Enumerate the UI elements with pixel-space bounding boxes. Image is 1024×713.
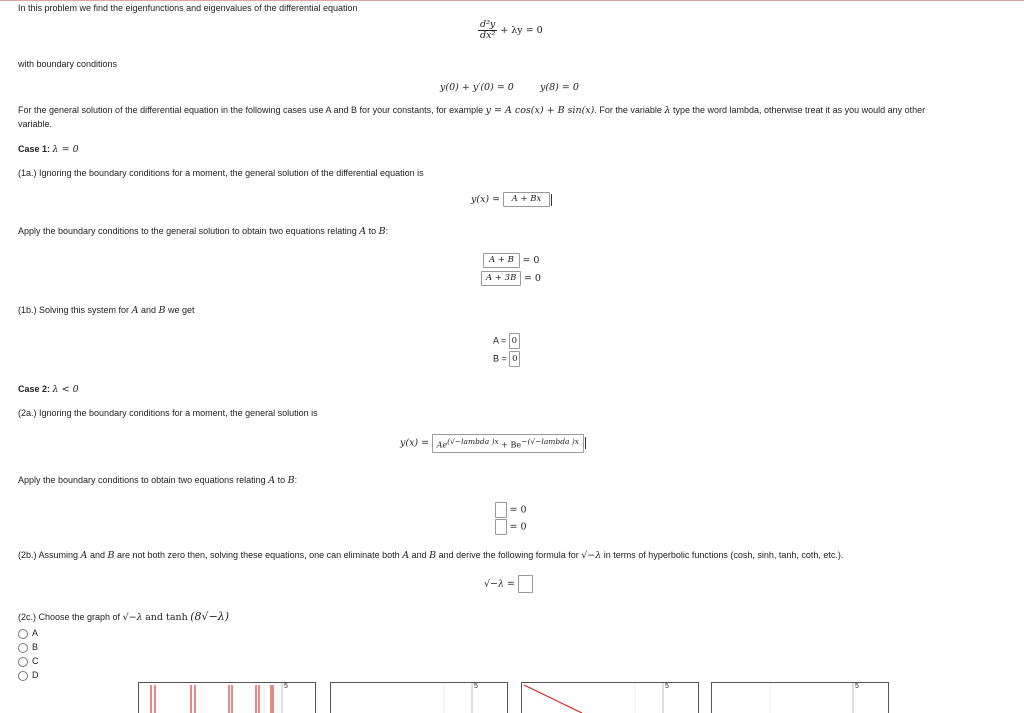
graph-b[interactable]	[330, 682, 508, 713]
q2b-A: A	[80, 550, 88, 561]
case1-eq2-rhs: = 0	[523, 272, 541, 284]
q1a-text: (1a.) Ignoring the boundary conditions for a moment, the general solution of the differential equation is	[18, 168, 424, 178]
graph-c-plot	[522, 683, 698, 713]
q1a-y-label: y(x) =	[471, 193, 501, 205]
case2-eq2-row	[495, 519, 527, 535]
B-label: B =	[493, 353, 507, 364]
graph-b-label: 5	[474, 683, 478, 690]
option-a-label: A	[32, 628, 39, 638]
q1b-a: (1b.) Solving this system for	[18, 305, 130, 315]
term2-exp: −(√−lambda )x	[521, 437, 580, 446]
B-row	[493, 351, 520, 367]
graph-d[interactable]	[711, 682, 889, 713]
apply1-colon: :	[385, 226, 389, 236]
case1-eq1-rhs: = 0	[522, 254, 540, 266]
option-d[interactable]	[18, 670, 39, 681]
q2c-sqrt: √−λ	[122, 612, 143, 623]
bc-label: with boundary conditions	[18, 59, 118, 69]
option-b-label: B	[32, 642, 39, 652]
q1b-and: and	[140, 305, 156, 315]
q2a-answer-input[interactable]	[432, 434, 584, 453]
graph-a-label: 5	[284, 683, 288, 690]
q2c-arg: (8√−λ)	[190, 610, 230, 623]
q2a-answer-row	[400, 434, 586, 453]
graph-b-plot	[331, 683, 507, 713]
instructions-c: type the word lambda, otherwise treat it as you would any other	[672, 105, 926, 115]
case1-eq2-row	[481, 271, 541, 286]
q2b-B: B	[107, 550, 115, 561]
graph-c[interactable]	[521, 682, 699, 713]
apply2-a: Apply the boundary conditions to obtain two equations relating	[18, 475, 266, 485]
option-c-label: C	[32, 656, 39, 666]
q1b-text	[18, 305, 195, 316]
graph-a-plot	[139, 683, 315, 713]
instructions-line1	[18, 105, 925, 116]
term1-exp: (√−lambda )x	[447, 437, 499, 446]
apply1-a: Apply the boundary conditions to the general solution to obtain two equations relating	[18, 226, 357, 236]
instructions-line2: variable.	[18, 119, 53, 129]
term-plus: + Be	[501, 440, 522, 450]
graph-c-label: 5	[665, 683, 669, 690]
apply1-A: A	[359, 226, 367, 237]
B-input[interactable]: 0	[509, 351, 520, 367]
instructions-a: For the general solution of the differential equation in the following cases use A and B for your constants, for example	[18, 105, 484, 115]
case1-label: Case 1:	[18, 144, 51, 154]
text-cursor	[551, 194, 552, 206]
case2-eq2-input[interactable]	[495, 519, 507, 535]
formula-input[interactable]	[518, 575, 533, 593]
graph-d-label: 5	[855, 683, 859, 690]
apply2-to: to	[277, 475, 286, 485]
instructions-b: . For the variable	[594, 105, 662, 115]
q2b-g: in terms of hyperbolic functions (cosh, sinh, tanh, coth, etc.).	[603, 550, 844, 560]
q1a-answer-input[interactable]: A + Bx	[503, 192, 551, 207]
ode-rest: + λy = 0	[500, 25, 543, 36]
formula-row	[484, 575, 533, 593]
case1-eq1-input[interactable]: A + B	[483, 253, 520, 268]
intro-text: In this problem we find the eigenfunctions and eigenvalues of the differential equation	[18, 3, 358, 13]
graph-a[interactable]	[138, 682, 316, 713]
text-cursor-2	[585, 437, 586, 449]
instructions-lambda: λ	[664, 105, 671, 116]
ode-denominator: dx²	[480, 30, 496, 41]
A-input[interactable]: 0	[509, 333, 520, 349]
ode-fraction	[478, 20, 497, 41]
apply2-A: A	[268, 475, 276, 486]
q1b-B: B	[158, 305, 166, 316]
apply1-text	[18, 226, 388, 237]
q2b-text	[18, 550, 843, 561]
q2b-f: and derive the following formula for	[438, 550, 579, 560]
radio-circle-icon[interactable]	[18, 657, 28, 667]
q2b-b: are not both zero then, solving these equations, one can eliminate both	[116, 550, 400, 560]
option-a[interactable]	[18, 628, 38, 639]
q2b-sqrt: √−λ	[581, 550, 602, 561]
case2-eq2-rhs: = 0	[509, 521, 527, 533]
q2c-a: (2c.) Choose the graph of	[18, 612, 121, 622]
q1a-answer-row	[471, 192, 552, 207]
q2b-and: and	[89, 550, 105, 560]
case2-heading	[18, 384, 79, 395]
graph-d-plot	[712, 683, 888, 713]
bc-left: y(0) + y′(0) = 0	[440, 82, 514, 93]
q2b-c: A	[402, 550, 410, 561]
q1b-A: A	[131, 305, 139, 316]
bc-right: y(8) = 0	[540, 82, 579, 93]
q2b-d: and	[411, 550, 427, 560]
formula-lhs: √−λ =	[484, 578, 516, 590]
q2a-text: (2a.) Ignoring the boundary conditions for a moment, the general solution is	[18, 408, 318, 418]
case2-eq1-input[interactable]	[495, 502, 507, 518]
case1-heading	[18, 144, 79, 155]
q2b-e: B	[429, 550, 437, 561]
case1-eq2-input[interactable]: A + 3B	[481, 271, 521, 286]
option-d-label: D	[32, 670, 39, 680]
q2c-text	[18, 610, 229, 623]
A-row	[493, 333, 520, 349]
q1b-b: we get	[168, 305, 195, 315]
radio-circle-icon[interactable]	[18, 643, 28, 653]
case2-label: Case 2:	[18, 384, 51, 394]
A-label: A =	[493, 335, 507, 346]
option-b[interactable]	[18, 642, 38, 653]
case1-cond: λ = 0	[52, 144, 79, 155]
apply1-to: to	[368, 226, 377, 236]
case2-cond: λ < 0	[52, 384, 79, 395]
apply2-text	[18, 475, 297, 486]
term1-base: Ae	[436, 440, 448, 450]
ode-numerator: d²y	[480, 19, 496, 30]
apply1-B: B	[378, 226, 386, 237]
top-rule	[0, 0, 1024, 1]
case2-eq1-rhs: = 0	[509, 504, 527, 516]
apply2-colon: :	[294, 475, 298, 485]
q2b-a: (2b.) Assuming	[18, 550, 79, 560]
option-c[interactable]	[18, 656, 39, 667]
ode-equation	[478, 20, 543, 41]
instructions-example: y = A cos(x) + B sin(x)	[485, 105, 595, 116]
radio-circle-icon[interactable]	[18, 629, 28, 639]
q2c-and: and tanh	[145, 612, 188, 623]
case2-eq1-row	[495, 502, 527, 518]
case1-eq1-row	[483, 253, 539, 268]
apply2-B: B	[287, 475, 295, 486]
radio-circle-icon[interactable]	[18, 671, 28, 681]
q2a-y-label: y(x) =	[400, 437, 430, 449]
